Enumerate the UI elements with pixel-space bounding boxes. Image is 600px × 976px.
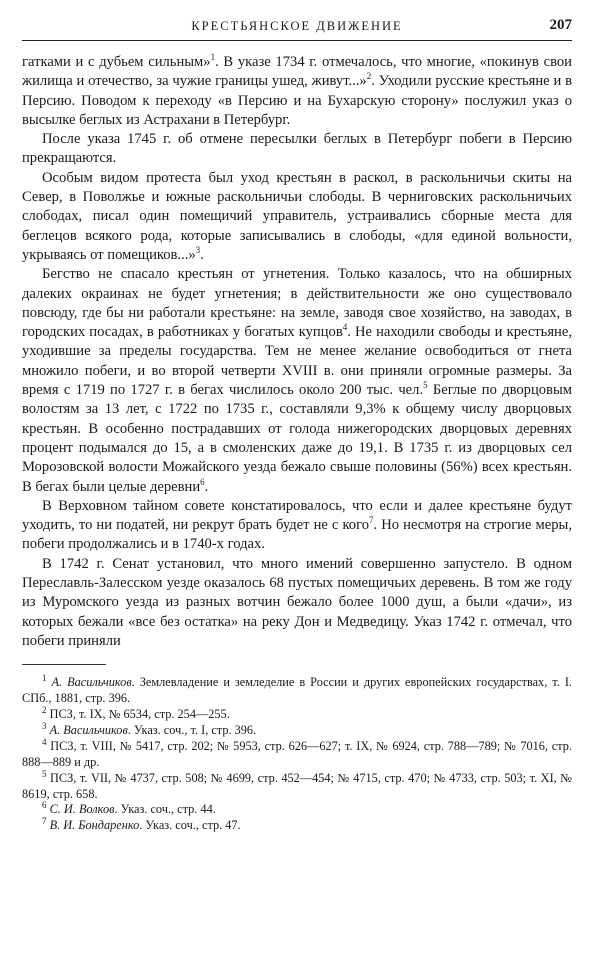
footnote: $^1$ А. Васильчиков. Землевладение и земледелие в России и других европейских государствах, т. I. СПб., 1881, стр. 396.	[22, 673, 572, 706]
footnote-divider	[22, 664, 106, 665]
paragraph: гатками и с дубьем сильным»$^1$. В указе 1734 г. отмечалось, что многие, «покинув свои жилища и отечество, за чужие границы ушед, живут...»$^2$. Уходили русские крестьяне и в Персию. Поводом к переходу «в Персию и на Бухарскую сторону» послужил указ о высылке беглых из Астрахани в Петербург.	[22, 52, 572, 128]
paragraph: Бегство не спасало крестьян от угнетения. Только казалось, что на обширных далеких окраинах не будет угнетения; в действительности же оно существовало повсюду, где бы ни работали крестьяне: на земле, заводя свое хозяйство, на заводах, в городских посадах, в работниках у богатых купцов$^4$. Не находили свободы и крестьяне, уходившие за пределы государства. Тем не менее желание освободиться от гнета множило побеги, и во второй четверти XVIII в. они приняли огромные размеры. За время с 1719 по 1727 г. в бегах числилось около 200 тыс. чел.$^5$ Беглые по дворцовым волостям за 13 лет, с 1722 по 1735 г., составляли 9,3% к общему числу дворцовых крестьян. В особенно пострадавших от голода нижегородских дворцовых деревнях процент подымался до 15, а в смоленских даже до 19,1. В 1735 г. из дворцовых сел Морозовской волости Можайского уезда бежало свыше половины (56%) всех крестьян. В бегах были целые деревни$^6$.	[22, 266, 572, 495]
footnote: $^6$ С. И. Волков. Указ. соч., стр. 44.	[42, 800, 216, 817]
footnote-ref: 3	[195, 245, 201, 256]
footnote-ref: 6	[200, 476, 205, 487]
paragraph: После указа 1745 г. об отмене пересылки беглых в Петербург побеги в Персию прекращаются.	[22, 131, 572, 167]
footnote: $^3$ А. Васильчиков. Указ. соч., т. I, стр. 396.	[42, 720, 257, 737]
page-header	[22, 14, 572, 41]
footnote-ref: 7	[369, 515, 374, 526]
footnote-ref: 5	[423, 380, 428, 391]
footnote-ref: 2	[366, 71, 372, 82]
footnote-ref: 1	[210, 52, 216, 63]
main-text	[22, 53, 572, 651]
paragraph: Особым видом протеста был уход крестьян в раскол, в раскольничьи скиты на Север, в Поволжье и южные раскольничьи слободы. В черниговских раскольничьих слободах, писал один помещичий управитель, устраивались сборные места для беглецов всякого рода, которые записывались в слободы, «для единой вольности, укрываясь от помещиков...»$^3$.	[22, 169, 572, 263]
paragraph: В 1742 г. Сенат установил, что много имений совершенно запустело. В одном Переславль-Залесском уезде оказалось 68 пустых помещичьих деревень. В том же году из Муромского уезда из разных вотчин бежало более 1000 душ, а были «дачи», из которых бежали «все без остатка» на реку Дон и Медведицу. Указ 1742 г. отмечал, что побеги приняли	[22, 555, 572, 649]
footnotes	[22, 675, 572, 834]
running-title: КРЕСТЬЯНСКОЕ ДВИЖЕНИЕ	[191, 19, 403, 33]
page-number: 207	[549, 17, 572, 33]
footnote: $^7$ В. И. Бондаренко. Указ. соч., стр. 47.	[42, 816, 241, 833]
footnote: $^2$ ПСЗ, т. IX, № 6534, стр. 254—255.	[42, 704, 230, 722]
footnote-ref: 4	[342, 322, 348, 333]
footnote: $^5$ ПСЗ, т. VII, № 4737, стр. 508; № 4699, стр. 452—454; № 4715, стр. 470; № 4733, стр. 503; т. XI, № 8619, стр. 658.	[22, 768, 572, 801]
footnote: $^4$ ПСЗ, т. VIII, № 5417, стр. 202; № 5953, стр. 626—627; т. IX, № 6924, стр. 788—789; № 7016, стр. 888—889 и др.	[22, 736, 572, 769]
paragraph: В Верховном тайном совете констатировалось, что если и далее крестьяне будут уходить, то ни податей, ни рекрут брать будет не с кого$^7$. Но несмотря на строгие меры, побеги продолжались и в 1740-х годах.	[22, 497, 572, 553]
